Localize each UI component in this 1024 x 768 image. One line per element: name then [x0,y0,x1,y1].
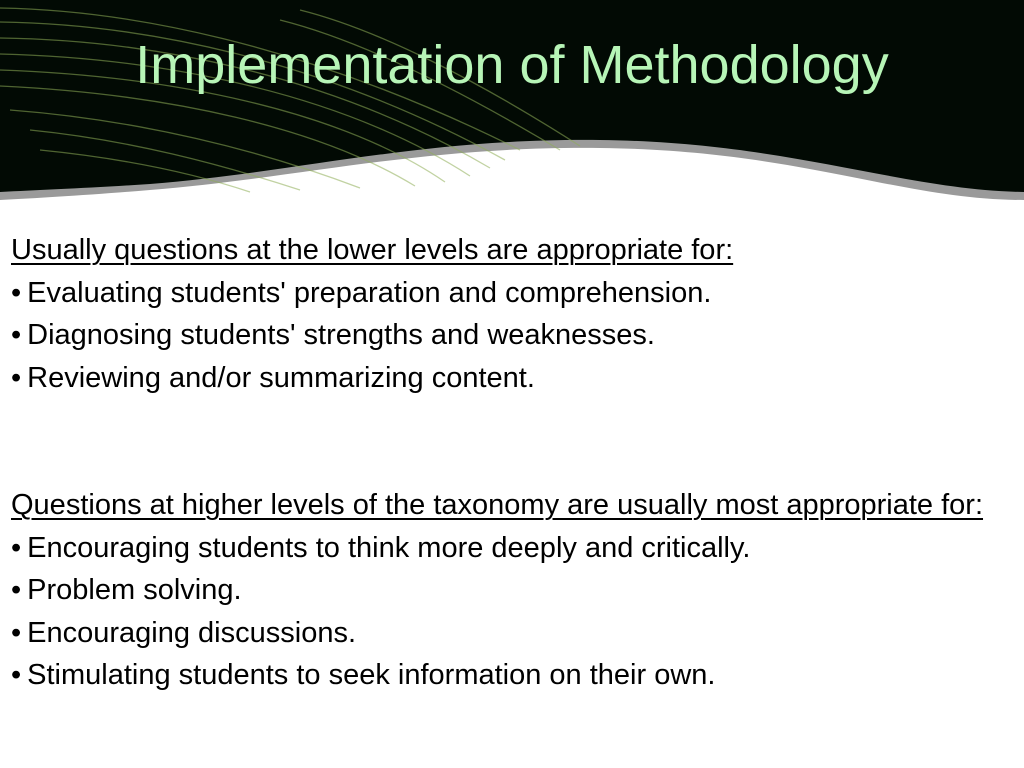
section-heading: Questions at higher levels of the taxonomy are usually most appropriate for: [11,489,984,521]
section-higher-levels [11,484,1011,697]
bullet-text: Stimulating students to seek information on their own. [27,659,716,691]
bullet-text: Encouraging discussions. [27,616,357,649]
bullet-icon: • [11,276,22,309]
bullet-text: Encouraging students to think more deeply and critically. [27,531,751,564]
section-heading: Usually questions at the lower levels are appropriate for: [11,234,734,266]
bullet-text: Diagnosing students' strengths and weaknesses. [27,319,655,351]
bullet-icon: • [11,531,22,564]
bullet-list [11,272,1011,400]
bullet-icon: • [11,616,22,649]
bullet-item [11,569,1011,612]
bullet-list [11,527,1011,697]
bullet-item [11,527,1011,570]
bullet-icon: • [11,361,22,394]
bullet-item [11,357,1011,400]
section-lower-levels [11,229,1011,399]
bullet-text: Problem solving. [27,574,242,606]
bullet-item [11,314,1011,357]
bullet-icon: • [11,574,22,606]
bullet-item [11,612,1011,655]
slide-body [11,229,1011,697]
bullet-text: Evaluating students' preparation and comprehension. [27,276,712,309]
bullet-item [11,272,1011,315]
bullet-text: Reviewing and/or summarizing content. [27,361,535,394]
bullet-icon: • [11,319,22,351]
bullet-icon: • [11,659,22,691]
slide-title: Implementation of Methodology [135,35,889,95]
bullet-item [11,654,1011,697]
